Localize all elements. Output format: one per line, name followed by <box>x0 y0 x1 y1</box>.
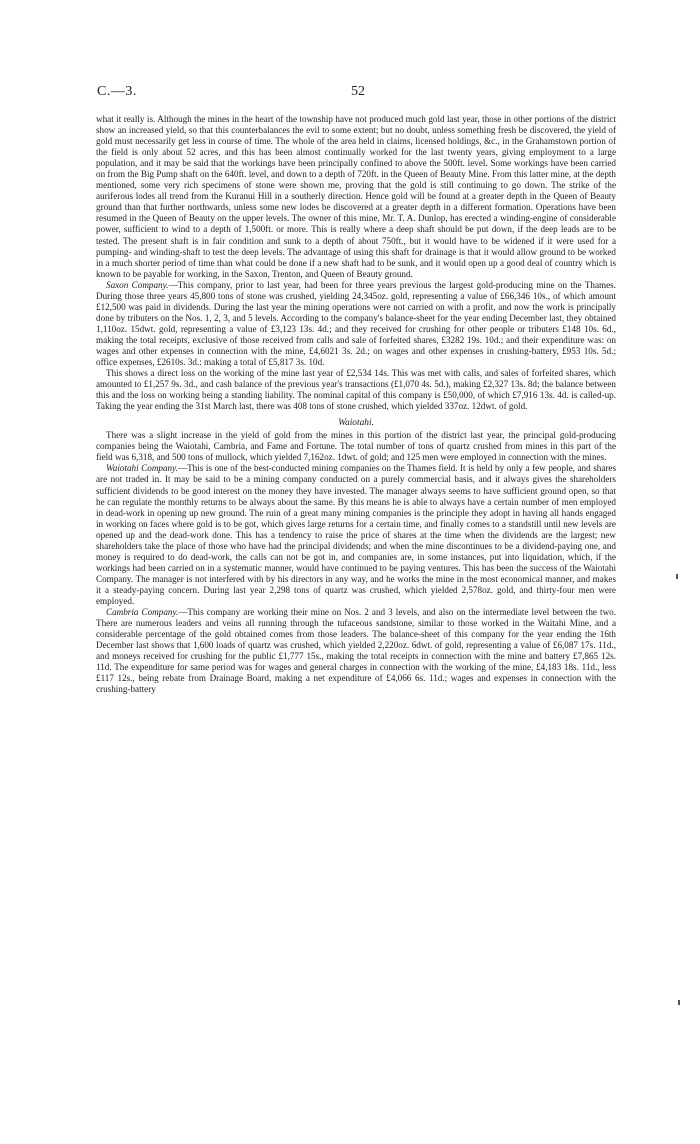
report-reference: C.—3. <box>97 84 137 99</box>
saxon-company-heading: Saxon Company. <box>106 279 169 290</box>
paragraph-waiotahi-company: Waiotahi Company.—This is one of the best-conducted mining companies on the Thames field. It is held by only a few people, and shares are not traded in. It may be said to be a mining company conducted on a purely commercial basis, and it always gives the shareholders sufficient dividends to be good interest on the money they have invested. The manager always seems to have sufficient ground open, so that he can regulate the monthly returns to be always about the same. By this means he is able to always have a certain number of men employed in dead-work in opening up new ground. The ruin of a great many mining companies is the principle they adopt in having all hands engaged in working on faces where gold is to be got, which gives large returns for a certain time, and finally comes to a standstill until new levels are opened up and the dead-work done. This has a tendency to raise the price of shares at the time when the dividends are the largest; new shareholders take the place of those who have had the principal dividends; and when the mine discontinues to be a dividend-paying one, and money is required to do dead-work, the calls can not be got in, and companies are, in some instances, put into liquidation, which, if the workings had been carried on in a systematic manner, would have continued to be paying ventures. This has been the success of the Waiotahi Company. The manager is not interfered with by his directors in any way, and he works the mine in the most economical manner, and makes it a steady-paying concern. During last year 2,298 tons of quartz was crushed, which yielded 2,578oz. gold, and thirty-four men were employed. <box>96 463 617 606</box>
scan-margin-mark <box>676 574 678 579</box>
paragraph-mines-overview: what it really is. Although the mines in the heart of the township have not produced much gold last year, those in other portions of the district show an increased yield, so that this counterbalances the evil to some extent; but no doubt, unless something fresh be discovered, the yield of gold must necessarily get less in course of time. The whole of the area held in claims, licensed holdings, &c., in the Grahamstown portion of the field is only about 52 acres, and this has been almost continually worked for the last twenty years, giving employment to a large population, and it may be said that the workings have been principally confined to above the 500ft. level. Some workings have been carried on from the Big Pump shaft on the 640ft. level, and down to a depth of 720ft. in the Queen of Beauty Mine. From this latter mine, at the depth mentioned, some very rich specimens of stone were shown me, proving that the gold is still continuing to go down. The strike of the auriferous lodes all trend from the Kuranui Hill in a southerly direction. Hence gold will be found at a greater depth in the Queen of Beauty ground than that further northwards, unless some new lodes be discovered at a greater depth in a different formation. Operations have been resumed in the Queen of Beauty on the upper levels. The owner of this mine, Mr. T. A. Dunlop, has erected a winding-engine of considerable power, sufficient to wind to a depth of 1,500ft. or more. This is really where a deep shaft should be put down, if the deep leads are to be tested. The present shaft is in fair condition and sunk to a depth of about 750ft., but it would have to be widened if it were used for a pumping- and winding-shaft to test the deep levels. The advantage of using this shaft for drainage is that it would allow ground to be worked in a much shorter period of time than what could be done if a new shaft had to be sunk, and it would open up a good deal of country which is known to be payable for working, in the Saxon, Trenton, and Queen of Beauty ground. <box>96 114 616 279</box>
page-number: 52 <box>351 84 365 99</box>
scan-margin-mark <box>678 1000 680 1005</box>
section-title-waiotahi: Waiotahi. <box>338 418 374 429</box>
paragraph-cambria-company: Cambria Company.—This company are working their mine on Nos. 2 and 3 levels, and also on the intermediate level between the two. There are numerous leaders and veins all running through the tufaceous sandstone, similar to those worked in the Waitahi Mine, and a considerable percentage of the gold obtained comes from those leaders. The balance-sheet of this company for the year ending the 16th December last shows that 1,600 loads of quartz was crushed, which yielded 2,220oz. 6dwt. of gold, representing a value of £6,087 17s. 11d., and moneys received for crushing for the public £1,777 15s., making the total receipts in connection with the mine and battery £7,865 12s. 11d. The expenditure for same period was for wages and general charges in connection with the working of the mine, £4,183 18s. 11d., less £117 12s., being rebate from Drainage Board, making a net expenditure of £4,066 6s. 11d.; wages and expenses in connection with the crushing-battery <box>96 607 617 695</box>
document-body <box>96 114 616 695</box>
page-header <box>0 84 700 104</box>
paragraph-saxon-loss: This shows a direct loss on the working of the mine last year of £2,534 14s. This was met with calls, and sales of forfeited shares, which amounted to £1,257 9s. 3d., and cash balance of the previous year's transactions (£1,070 4s. 5d.), making £2,327 13s. 8d; the balance between this and the loss on working being a standing liability. The nominal capital of this company is £50,000, of which £7,916 13s. 4d. is called-up. Taking the year ending the 31st March last, there was 408 tons of stone crushed, which yielded 337oz. 12dwt. of gold. <box>96 368 616 412</box>
waiotahi-company-heading: Waiotahi Company. <box>106 463 178 474</box>
paragraph-waiotahi-summary: There was a slight increase in the yield of gold from the mines in this portion of the district last year, the principal gold-producing companies being the Waiotahi, Cambria, and Fame and Fortune. The total number of tons of quartz crushed from mines in this part of the field was 6,318, and 500 tons of mullock, which yielded 7,162oz. 1dwt. of gold; and 125 men were employed in connection with the mines. <box>96 430 616 463</box>
cambria-company-heading: Cambria Company. <box>106 607 179 618</box>
paragraph-saxon-company: Saxon Company.—This company, prior to last year, had been for three years previous the largest gold-producing mine on the Thames. During those three years 45,800 tons of stone was crushed, yielding 24,345oz. gold, representing a value of £66,346 10s., of which amount £12,500 was paid in dividends. During the last year the mining operations were not carried on with a profit, and now the work is principally done by tributers on the Nos. 1, 2, 3, and 5 levels. According to the company's balance-sheet for the year ending December last, they obtained 1,110oz. 15dwt. gold, representing a value of £3,123 13s. 4d.; and they received for crushing for other people or tributers £148 10s. 6d., making the total receipts, exclusive of those received from calls and sale of forfeited shares, £3282 19s. 10d.; and their expenditure was: on wages and other expenses in connection with the mine, £4,6021 3s. 2d.; on wages and other expenses in crushing-battery, £953 10s. 5d.; office expenses, £2610s. 3d.: making a total of £5,817 3s. 10d. <box>96 279 616 368</box>
